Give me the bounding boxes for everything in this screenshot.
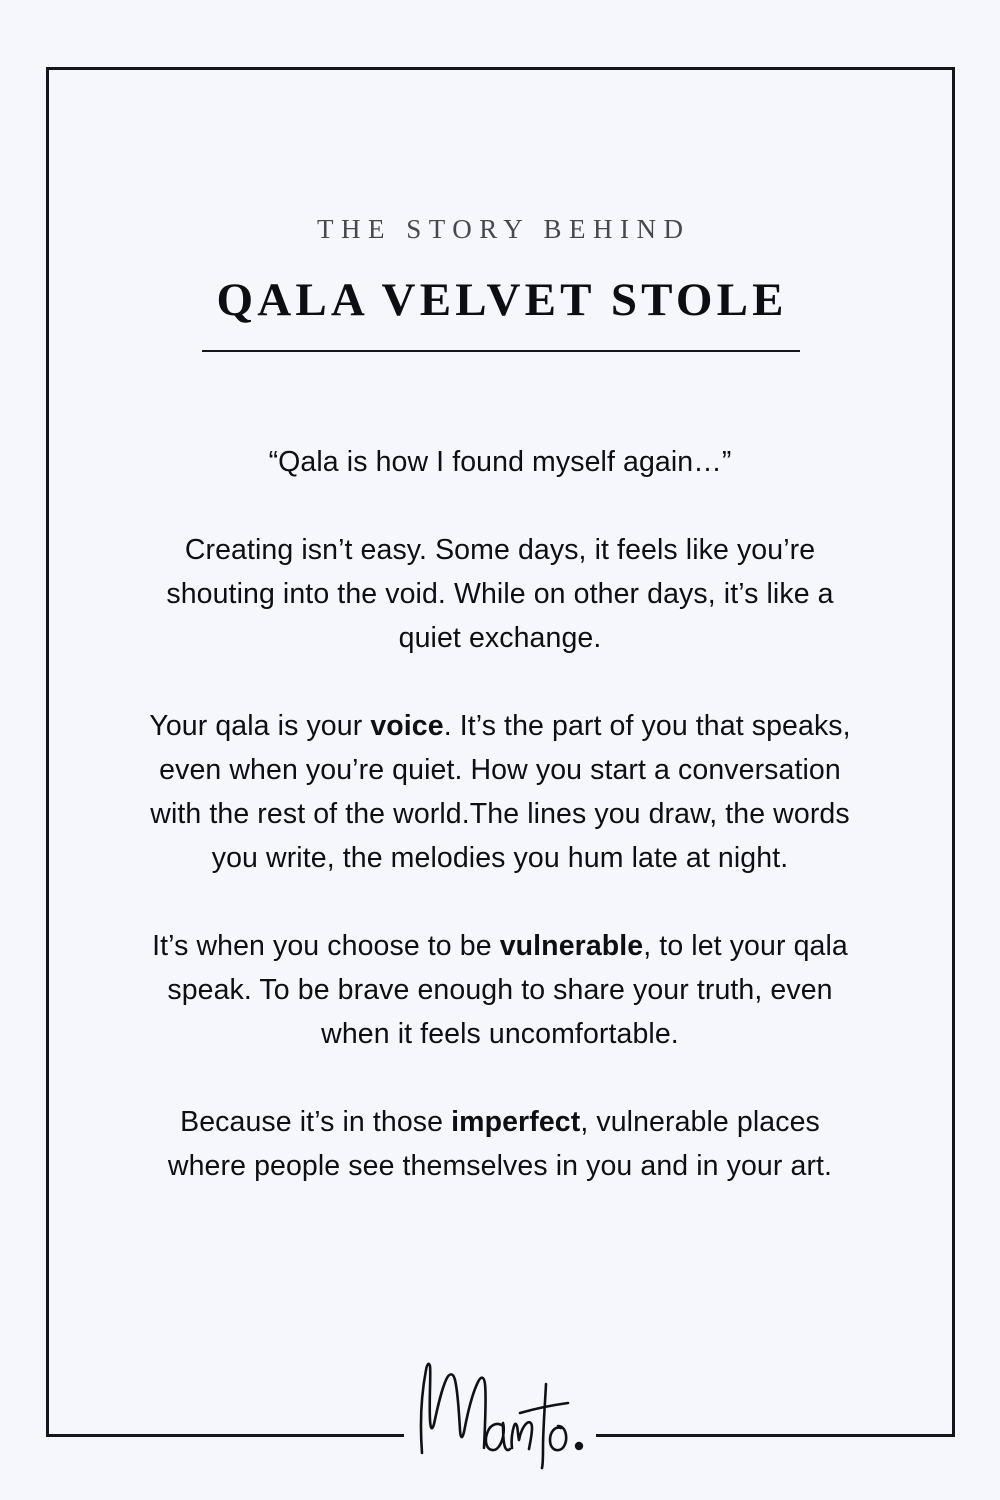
paragraph-list (140, 528, 860, 1188)
page-title: QALA VELVET STOLE (216, 274, 788, 326)
eyebrow-label: THE STORY BEHIND (316, 214, 691, 244)
frame-border-top (46, 67, 955, 70)
manto-signature (404, 1352, 596, 1470)
story-paragraph (140, 1100, 860, 1188)
story-paragraph (140, 528, 860, 660)
emphasis-word: vulnerable (499, 930, 644, 962)
paragraph-spacer (140, 880, 860, 924)
paragraph-text: Because it’s in those (180, 1106, 452, 1138)
story-paragraph (140, 704, 860, 880)
paragraph-text: It’s when you choose to be (152, 930, 500, 962)
emphasis-word: imperfect (451, 1106, 581, 1138)
paragraph-spacer (140, 1056, 860, 1100)
paragraph-text: Your qala is your (149, 710, 371, 742)
frame-border-right (952, 67, 955, 1437)
paragraph-spacer (140, 484, 860, 528)
frame-border-left (46, 67, 49, 1437)
frame-border-bottom-right (596, 1434, 955, 1437)
paragraph-text: , to let your qala speak. To be brave enough to share your truth, even when it feels uncomfortable. (167, 930, 848, 1050)
story-body (140, 440, 860, 1188)
manto-signature-icon (404, 1352, 596, 1470)
paragraph-text: Creating isn’t easy. Some days, it feels like you’re shouting into the void. While on other days, it’s like a quiet exchange. (166, 534, 834, 654)
paragraph-text: . It’s the part of you that speaks, even when you’re quiet. How you start a conversation with the rest of the world.The lines you draw, the words you write, the melodies you hum late at night. (150, 710, 851, 874)
emphasis-word: voice (370, 710, 444, 742)
paragraph-spacer (140, 660, 860, 704)
paragraph-text: , vulnerable places where people see themselves in you and in your art. (167, 1106, 833, 1182)
frame-border-bottom-left (46, 1434, 404, 1437)
title-underline-rule (202, 350, 800, 352)
pull-quote: “Qala is how I found myself again…” (268, 446, 732, 478)
story-paragraph (140, 924, 860, 1056)
